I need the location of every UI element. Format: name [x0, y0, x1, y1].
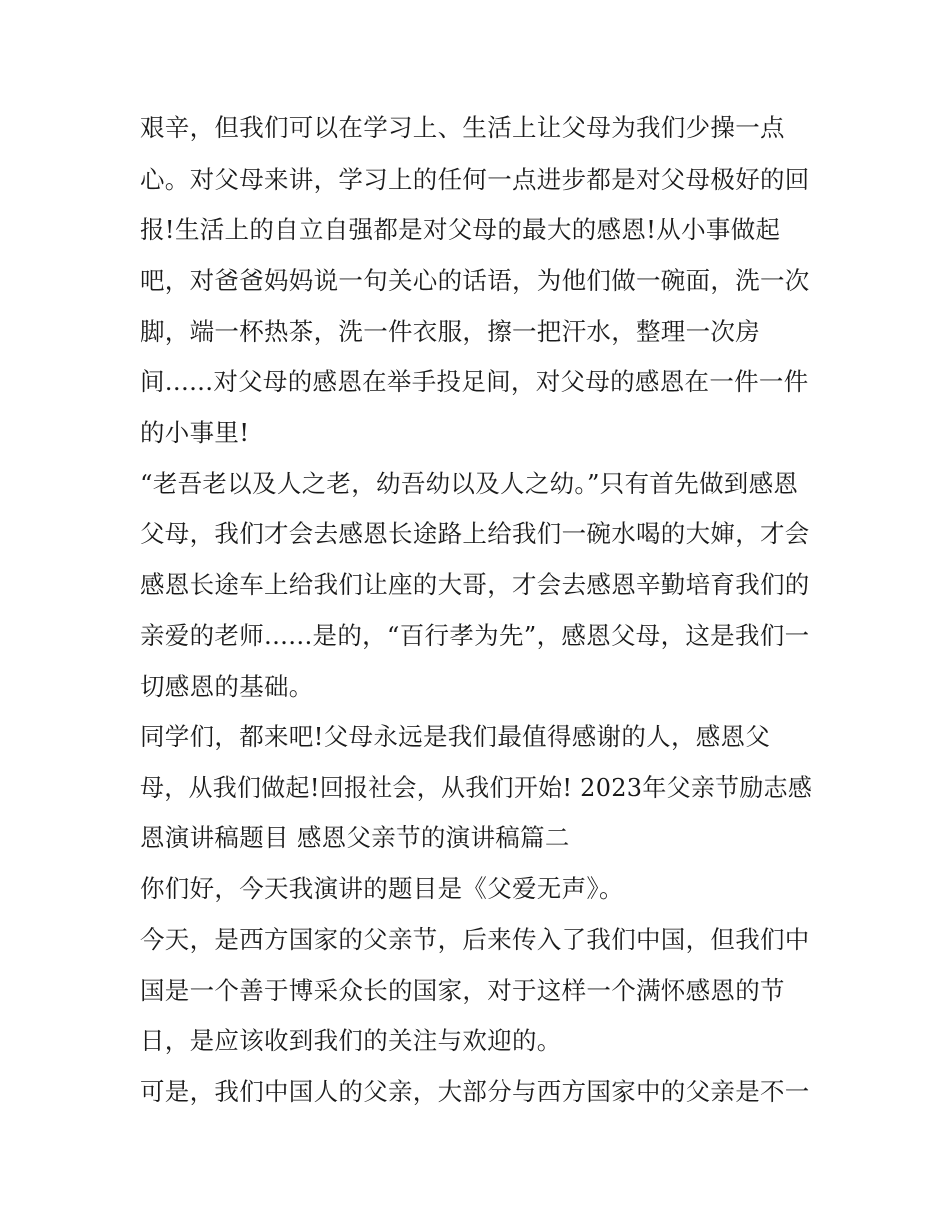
text-line: 的小事里! [140, 418, 250, 447]
text-line: 感恩长途车上给我们让座的大哥，才会去感恩辛勤培育我们的 [140, 570, 810, 599]
text-line: 间......对父母的感恩在举手投足间，对父母的感恩在一件一件 [140, 367, 809, 396]
text-line: 父母，我们才会去感恩长途路上给我们一碗水喝的大婶，才会 [140, 519, 810, 548]
text-line: 艰辛，但我们可以在学习上、生活上让父母为我们少操一点 [140, 113, 785, 142]
text-line: 恩演讲稿题目 感恩父亲节的演讲稿篇二 [140, 823, 570, 852]
text-line: 脚，端一杯热茶，洗一件衣服，擦一把汗水，整理一次房 [140, 317, 760, 346]
text-line: 亲爱的老师......是的，“百行孝为先”，感恩父母，这是我们一 [140, 621, 810, 650]
text-line: 心。对父母来讲，学习上的任何一点进步都是对父母极好的回 [140, 165, 810, 194]
text-line: 母，从我们做起!回报社会，从我们开始! 2023年父亲节励志感 [140, 773, 813, 802]
text-line: 报!生活上的自立自强都是对父母的最大的感恩!从小事做起 [140, 215, 781, 244]
text-line: “老吾老以及人之老，幼吾幼以及人之幼。”只有首先做到感恩 [140, 469, 799, 498]
text-line: 日，是应该收到我们的关注与欢迎的。 [140, 1026, 562, 1055]
text-line: 今天，是西方国家的父亲节，后来传入了我们中国，但我们中 [140, 925, 810, 954]
text-line: 国是一个善于博采众长的国家，对于这样一个满怀感恩的节 [140, 976, 785, 1005]
text-line: 切感恩的基础。 [140, 672, 314, 701]
text-line: 你们好，今天我演讲的题目是《父爱无声》。 [140, 874, 624, 903]
text-line: 同学们，都来吧!父母永远是我们最值得感谢的人，感恩父 [140, 722, 771, 751]
text-line: 可是，我们中国人的父亲，大部分与西方国家中的父亲是不一 [140, 1077, 810, 1106]
text-line: 吧，对爸爸妈妈说一句关心的话语，为他们做一碗面，洗一次 [140, 266, 810, 295]
